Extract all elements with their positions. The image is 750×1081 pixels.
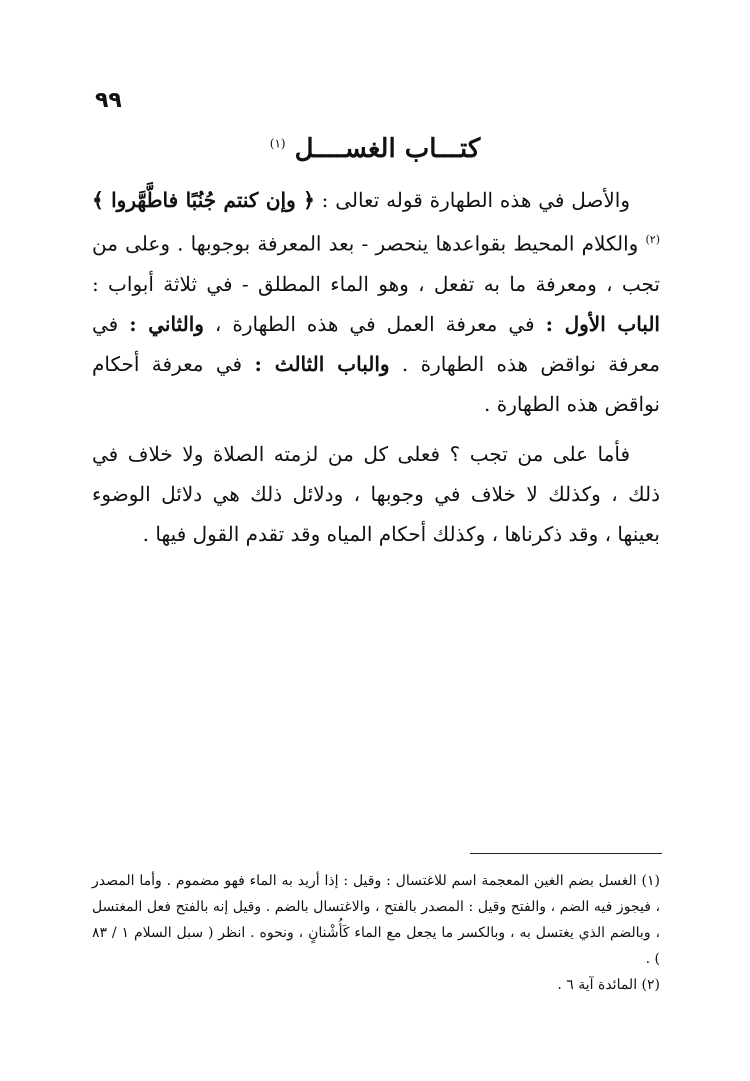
- bab-3-label: والباب الثالث :: [254, 351, 390, 376]
- paragraph-2: فأما على من تجب ؟ فعلى كل من لزمته الصلاة ولا خلاف في ذلك ، وكذلك لا خلاف في وجوبها ، ودلائل ذلك هي دلائل الوضوء بعينها ، وقد ذكرناها ، وكذلك أحكام المياه وقد تقدم القول فيها .: [92, 441, 660, 546]
- bab-2-text: في معرفة نواقض هذه الطهارة .: [92, 311, 660, 376]
- chapter-title: [150, 134, 600, 164]
- paragraph-1-intro: والأصل في هذه الطهارة قوله تعالى :: [314, 188, 631, 212]
- bab-3-text: في معرفة أحكام نواقض هذه الطهارة .: [92, 351, 660, 416]
- bab-1-text: في معرفة العمل في هذه الطهارة ،: [203, 311, 546, 336]
- paragraph-1-text: والكلام المحيط بقواعدها ينحصر - بعد المعرفة بوجوبها . وعلى من تجب ، ومعرفة ما به تفعل ، وهو الماء المطلق - في ثلاثة أبواب :: [92, 231, 660, 296]
- quran-verse: ﴿ وإن كنتم جُنُبًا فاطَّهَّروا ﴾: [92, 188, 315, 212]
- paragraph-1: [92, 180, 660, 424]
- page-number: ٩٩: [95, 88, 122, 113]
- footnote-1: (١) الغسل بضم الغين المعجمة اسم للاغتسال : وقيل : إذا أريد به الماء فهو مضموم . وأما المصدر ، فيجوز فيه الضم ، والفتح وقيل : المصدر بالفتح ، والاغتسال بالضم . وقيل إنه بالفتح فعل المغتسل ، وبالضم الذي يغتسل به ، وبالكسر ما يجعل مع الماء كَأُشْنانٍ ، ونحوه . انظر ( سبل السلام ١ / ٨٣ ) .: [92, 873, 660, 967]
- bab-1-label: الباب الأول :: [545, 311, 660, 336]
- body-text: [92, 180, 660, 554]
- footnote-2: (٢) المائدة آية ٦ .: [557, 977, 660, 993]
- chapter-footnote-ref: (١): [269, 136, 286, 151]
- footnote-divider: [470, 853, 662, 854]
- bab-2-label: والثاني :: [129, 311, 204, 336]
- footnotes: [92, 868, 660, 998]
- verse-footnote-ref: (٢): [645, 233, 660, 246]
- chapter-title-text: كتـــاب الغســــل: [294, 134, 481, 164]
